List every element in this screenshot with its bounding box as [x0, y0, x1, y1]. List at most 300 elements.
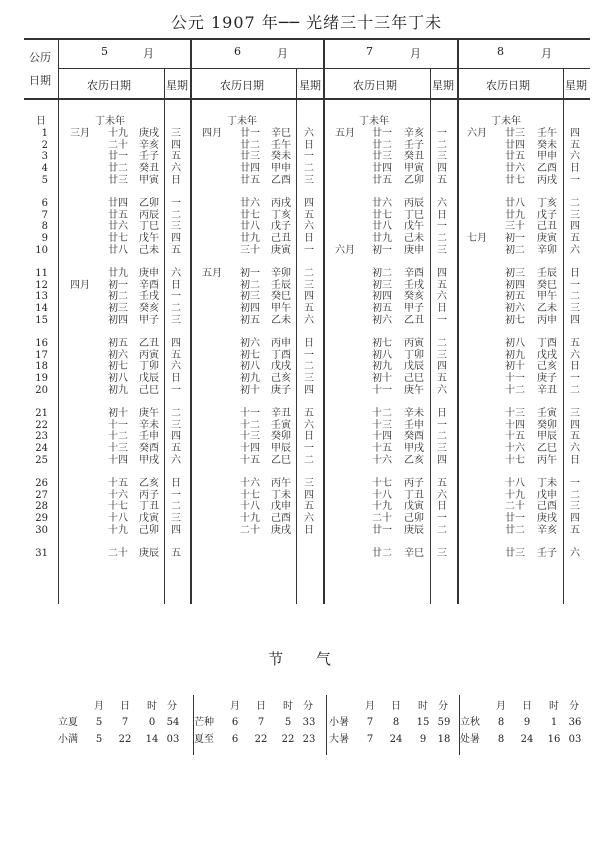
jieqi-col-header: 时: [283, 701, 293, 712]
weekday: 五: [570, 233, 580, 245]
weekday: 六: [171, 268, 181, 279]
month-5-unit: 月: [143, 47, 154, 60]
ganzhi: 甲午: [271, 303, 291, 315]
lunar-day: 二十: [108, 548, 128, 559]
ganzhi: 丁巳: [404, 209, 424, 221]
day-number: 3: [41, 151, 48, 163]
ganzhi: 己未: [139, 244, 159, 256]
lunar-day: 初九: [240, 373, 260, 385]
lunar-day: 廿二: [372, 548, 392, 559]
weekday: 三: [171, 513, 181, 525]
lunar-day: 廿七: [108, 233, 128, 245]
day-number: 10: [35, 244, 48, 256]
jieqi-month: 8: [497, 734, 505, 745]
ganzhi: 辛酉: [404, 268, 424, 279]
weekday: 三: [437, 349, 447, 361]
day-number: 25: [35, 454, 48, 466]
weekday: 一: [171, 198, 181, 209]
jieqi-day: 22: [254, 734, 268, 745]
lunar-day: 初十: [240, 384, 260, 396]
lunar-day: 十四: [108, 454, 128, 466]
lunar-day: 初七: [372, 338, 392, 349]
jieqi-minute: 03: [568, 734, 582, 745]
weekday: 四: [570, 314, 580, 326]
ganzhi: 壬辰: [271, 279, 291, 291]
nongli-header-august: 农历日期: [486, 79, 530, 92]
ganzhi: 甲寅: [404, 163, 424, 175]
weekday: 一: [570, 279, 580, 291]
lunar-day: 二十: [108, 139, 128, 151]
ganzhi: 丙午: [271, 478, 291, 489]
ganzhi: 癸未: [537, 139, 557, 151]
weekday: 二: [304, 163, 314, 175]
weekday: 五: [304, 408, 314, 419]
lunar-day: 初五: [240, 314, 260, 326]
lunar-day: 十四: [240, 443, 260, 455]
weekday: 日: [304, 431, 314, 443]
weekday: 三: [570, 501, 580, 513]
jieqi-month: 5: [95, 717, 103, 728]
weekday: 四: [171, 139, 181, 151]
weekday: 日: [437, 408, 447, 419]
lunar-day: 初二: [505, 244, 525, 256]
lunar-day: 十一: [108, 419, 128, 431]
day-number: 8: [41, 221, 48, 233]
jieqi-hour: 0: [148, 717, 156, 728]
day-number: 1: [41, 128, 48, 139]
weekday: 二: [570, 291, 580, 303]
weekday: 一: [437, 221, 447, 233]
lunar-day: 十六: [108, 489, 128, 501]
jieqi-day: 9: [523, 717, 531, 728]
jieqi-col-header: 分: [167, 701, 177, 712]
weekday: 四: [570, 513, 580, 525]
lunar-day: 十六: [372, 454, 392, 466]
weekday: 日: [304, 524, 314, 536]
lunar-day: 初六: [372, 314, 392, 326]
jieqi-day: 22: [118, 734, 132, 745]
lunar-day: 初十: [372, 373, 392, 385]
lunar-day: 十三: [505, 408, 525, 419]
weekday: 二: [304, 268, 314, 279]
weekday: 一: [437, 513, 447, 525]
weekday: 日: [304, 338, 314, 349]
weekday: 四: [304, 489, 314, 501]
ganzhi: 戊子: [271, 221, 291, 233]
ganzhi: 甲子: [139, 314, 159, 326]
weekday: 日: [437, 501, 447, 513]
page-title: 公元 1907 年── 光绪三十三年丁未: [170, 13, 443, 32]
ganzhi: 己卯: [139, 524, 159, 536]
ganzhi: 丁卯: [139, 361, 159, 373]
ganzhi: 甲戌: [404, 443, 424, 455]
ganzhi: 乙卯: [139, 198, 159, 209]
vline-sep-july: [323, 38, 325, 604]
lunar-day: 初四: [372, 291, 392, 303]
weekday: 五: [171, 443, 181, 455]
ganzhi: 己亥: [537, 361, 557, 373]
lunar-month-marker: 六月: [467, 128, 487, 139]
lunar-day: 初八: [108, 373, 128, 385]
lunar-day: 廿六: [108, 221, 128, 233]
lunar-month-marker: 七月: [467, 233, 487, 245]
ganzhi: 癸亥: [404, 291, 424, 303]
lunar-day: 初八: [240, 361, 260, 373]
ganzhi: 辛亥: [404, 128, 424, 139]
lunar-day: 初九: [372, 361, 392, 373]
weekday: 六: [171, 163, 181, 175]
ganzhi: 辛卯: [537, 244, 557, 256]
ganzhi: 丙寅: [404, 338, 424, 349]
ganzhi: 壬辰: [537, 268, 557, 279]
ganzhi: 丁未: [537, 478, 557, 489]
ganzhi: 甲申: [537, 151, 557, 163]
jieqi-col-header: 日: [120, 701, 130, 712]
lunar-day: 初一: [372, 244, 392, 256]
lunar-day: 初三: [372, 279, 392, 291]
lunar-year-label: 丁未年: [227, 116, 257, 127]
vline-sep-june: [190, 38, 192, 604]
vline-week-august: [563, 68, 564, 604]
weekday: 三: [171, 128, 181, 139]
lunar-day: 十二: [505, 384, 525, 396]
lunar-day: 初一: [505, 233, 525, 245]
ganzhi: 庚辰: [404, 524, 424, 536]
ganzhi: 戊戌: [271, 361, 291, 373]
day-number: 13: [35, 291, 48, 303]
weekday: 日: [304, 233, 314, 245]
jieqi-col-header: 时: [549, 701, 559, 712]
weekday: 一: [437, 314, 447, 326]
ganzhi: 戊午: [139, 233, 159, 245]
weekday: 五: [437, 478, 447, 489]
day-number: 16: [35, 338, 48, 349]
weekday: 四: [570, 128, 580, 139]
ganzhi: 癸卯: [271, 431, 291, 443]
jieqi-hour: 14: [145, 734, 159, 745]
ganzhi: 己丑: [271, 233, 291, 245]
lunar-day: 二十: [240, 524, 260, 536]
weekday: 三: [570, 303, 580, 315]
lunar-day: 十七: [372, 478, 392, 489]
weekday: 五: [304, 303, 314, 315]
ganzhi: 丙子: [139, 489, 159, 501]
weekday: 二: [304, 454, 314, 466]
ganzhi: 壬子: [404, 139, 424, 151]
ganzhi: 癸酉: [404, 431, 424, 443]
jieqi-minute: 36: [568, 717, 582, 728]
day-number: 6: [41, 198, 48, 209]
day-number: 14: [35, 303, 48, 315]
ganzhi: 丙申: [537, 314, 557, 326]
jieqi-minute: 33: [302, 717, 316, 728]
nongli-header-july: 农历日期: [353, 79, 397, 92]
lunar-day: 初一: [108, 279, 128, 291]
weekday: 五: [437, 373, 447, 385]
jieqi-month: 8: [497, 717, 505, 728]
lunar-day: 廿一: [372, 128, 392, 139]
weekday: 二: [171, 303, 181, 315]
ganzhi: 己巳: [139, 384, 159, 396]
jieqi-hour: 22: [281, 734, 295, 745]
jieqi-minute: 18: [437, 734, 451, 745]
jieqi-col-header: 月: [94, 701, 104, 712]
ganzhi: 丙辰: [139, 209, 159, 221]
weekday: 一: [304, 244, 314, 256]
jieqi-col-header: 日: [256, 701, 266, 712]
day-number: 7: [41, 209, 48, 221]
ganzhi: 癸巳: [271, 291, 291, 303]
lunar-day: 廿三: [240, 151, 260, 163]
ganzhi: 壬戌: [404, 279, 424, 291]
lunar-day: 廿五: [240, 174, 260, 186]
weekday: 六: [437, 198, 447, 209]
weekday: 四: [437, 361, 447, 373]
month-7-unit: 月: [410, 47, 421, 60]
lunar-day: 初七: [505, 314, 525, 326]
lunar-year-label: 丁未年: [359, 116, 389, 127]
lunar-day: 廿一: [505, 513, 525, 525]
lunar-day: 十四: [505, 419, 525, 431]
lunar-day: 初三: [108, 303, 128, 315]
ganzhi: 甲寅: [139, 174, 159, 186]
weekday: 三: [437, 244, 447, 256]
lunar-day: 十九: [240, 513, 260, 525]
weekday: 日: [570, 361, 580, 373]
jieqi-name: 小暑: [329, 717, 349, 728]
weekday: 一: [171, 291, 181, 303]
weekday: 日: [437, 209, 447, 221]
jieqi-day: 24: [389, 734, 403, 745]
ganzhi: 庚戌: [271, 524, 291, 536]
lunar-day: 十三: [372, 419, 392, 431]
ganzhi: 丁卯: [404, 349, 424, 361]
lunar-day: 十七: [108, 501, 128, 513]
weekday: 二: [437, 524, 447, 536]
vline-week-july: [430, 68, 431, 604]
lunar-day: 初七: [240, 349, 260, 361]
lunar-day: 初三: [240, 291, 260, 303]
lunar-day: 十八: [372, 489, 392, 501]
ganzhi: 乙酉: [537, 163, 557, 175]
ganzhi: 壬子: [139, 151, 159, 163]
day-number: 24: [35, 443, 48, 455]
lunar-day: 十四: [372, 431, 392, 443]
lunar-day: 初十: [108, 408, 128, 419]
weekday: 六: [570, 151, 580, 163]
ganzhi: 己卯: [404, 513, 424, 525]
ganzhi: 癸酉: [139, 443, 159, 455]
jieqi-name: 大暑: [329, 734, 349, 745]
lunar-day: 廿九: [372, 233, 392, 245]
lunar-day: 初五: [108, 338, 128, 349]
day-number: 20: [35, 384, 48, 396]
jieqi-day: 8: [392, 717, 400, 728]
lunar-month-marker: 三月: [70, 128, 90, 139]
ganzhi: 辛未: [139, 419, 159, 431]
weekday: 日: [304, 139, 314, 151]
lunar-day: 廿二: [108, 163, 128, 175]
weekday: 日: [171, 174, 181, 186]
day-number: 17: [35, 349, 48, 361]
jieqi-title: 节 气: [268, 650, 345, 668]
weekday: 五: [570, 524, 580, 536]
lunar-day: 廿二: [505, 524, 525, 536]
weekday: 六: [171, 361, 181, 373]
lunar-day: 十五: [108, 478, 128, 489]
day-number: 29: [35, 513, 48, 525]
ganzhi: 辛未: [404, 408, 424, 419]
ganzhi: 己巳: [404, 373, 424, 385]
month-7-number: 7: [366, 45, 373, 58]
lunar-day: 十六: [240, 478, 260, 489]
jieqi-col-header: 分: [569, 701, 579, 712]
ganzhi: 庚午: [404, 384, 424, 396]
lunar-day: 初八: [505, 338, 525, 349]
lunar-month-marker: 五月: [335, 128, 355, 139]
ganzhi: 己酉: [271, 513, 291, 525]
day-number: 2: [41, 139, 48, 151]
lunar-day: 廿一: [108, 151, 128, 163]
lunar-day: 十二: [372, 408, 392, 419]
day-number: 22: [35, 419, 48, 431]
ganzhi: 癸丑: [404, 151, 424, 163]
ganzhi: 庚午: [139, 408, 159, 419]
weekday: 四: [437, 268, 447, 279]
ganzhi: 丁亥: [271, 209, 291, 221]
ganzhi: 戊申: [271, 501, 291, 513]
lunar-day: 廿八: [240, 221, 260, 233]
ganzhi: 乙酉: [271, 174, 291, 186]
weekday: 一: [437, 128, 447, 139]
jieqi-month: 6: [231, 734, 239, 745]
jieqi-hour: 15: [416, 717, 430, 728]
ganzhi: 戊寅: [404, 501, 424, 513]
ganzhi: 丙戌: [271, 198, 291, 209]
jieqi-hour: 16: [547, 734, 561, 745]
lunar-day: 初五: [505, 291, 525, 303]
weekday: 二: [570, 198, 580, 209]
jieqi-name: 立秋: [460, 717, 480, 728]
lunar-day: 二十: [372, 513, 392, 525]
weekday: 二: [171, 209, 181, 221]
lunar-day: 初六: [505, 303, 525, 315]
weekday: 四: [570, 419, 580, 431]
lunar-day: 廿二: [372, 139, 392, 151]
weekday: 四: [304, 384, 314, 396]
ganzhi: 己酉: [537, 501, 557, 513]
lunar-day: 十三: [240, 431, 260, 443]
ganzhi: 庚子: [537, 373, 557, 385]
ganzhi: 庚寅: [271, 244, 291, 256]
ganzhi: 丁丑: [404, 489, 424, 501]
ganzhi: 戊子: [537, 209, 557, 221]
lunar-day: 十五: [505, 431, 525, 443]
lunar-day: 廿九: [505, 209, 525, 221]
lunar-day: 十九: [108, 524, 128, 536]
weekday: 六: [304, 314, 314, 326]
nongli-header-may: 农历日期: [87, 79, 131, 92]
weekday: 五: [570, 139, 580, 151]
ganzhi: 丙午: [537, 454, 557, 466]
weekday: 一: [171, 489, 181, 501]
jieqi-hour: 9: [419, 734, 427, 745]
lunar-day: 廿八: [372, 221, 392, 233]
weekday: 六: [437, 384, 447, 396]
weekday: 二: [570, 384, 580, 396]
jieqi-vline-2: [326, 695, 327, 755]
ganzhi: 戊戌: [537, 349, 557, 361]
jieqi-minute: 03: [166, 734, 180, 745]
jieqi-hour: 5: [284, 717, 292, 728]
lunar-day: 初二: [240, 279, 260, 291]
lunar-month-marker: 四月: [70, 279, 90, 291]
weekday: 三: [437, 151, 447, 163]
ganzhi: 丙寅: [139, 349, 159, 361]
day-number: 18: [35, 361, 48, 373]
lunar-day: 廿九: [240, 233, 260, 245]
jieqi-col-header: 日: [391, 701, 401, 712]
ganzhi: 丁丑: [139, 501, 159, 513]
ganzhi: 庚申: [404, 244, 424, 256]
lunar-day: 十三: [108, 443, 128, 455]
weekday: 二: [304, 361, 314, 373]
lunar-day: 初九: [108, 384, 128, 396]
ganzhi: 壬申: [139, 431, 159, 443]
ganzhi: 乙巳: [537, 443, 557, 455]
lunar-day: 初七: [108, 361, 128, 373]
jieqi-hour: 1: [550, 717, 558, 728]
ganzhi: 辛丑: [271, 408, 291, 419]
table-top-border: [24, 38, 590, 40]
jieqi-month: 7: [366, 717, 374, 728]
ganzhi: 乙亥: [139, 478, 159, 489]
lunar-year-label: 丁未年: [491, 116, 521, 127]
week-header-august: 星期: [565, 79, 587, 92]
week-header-july: 星期: [432, 79, 454, 92]
weekday: 日: [570, 163, 580, 175]
ganzhi: 甲子: [404, 303, 424, 315]
lunar-day: 十一: [240, 408, 260, 419]
ganzhi: 丙子: [404, 478, 424, 489]
lunar-day: 廿四: [372, 163, 392, 175]
lunar-day: 十九: [372, 501, 392, 513]
weekday: 四: [171, 233, 181, 245]
ganzhi: 己未: [404, 233, 424, 245]
weekday: 六: [171, 454, 181, 466]
week-header-june: 星期: [299, 79, 321, 92]
ganzhi: 辛卯: [271, 268, 291, 279]
weekday: 五: [570, 431, 580, 443]
lunar-day: 初二: [108, 291, 128, 303]
weekday: 六: [570, 548, 580, 559]
weekday: 日: [570, 268, 580, 279]
lunar-day: 廿六: [240, 198, 260, 209]
weekday: 三: [304, 478, 314, 489]
ganzhi: 丙申: [271, 338, 291, 349]
lunar-day: 廿四: [108, 198, 128, 209]
weekday: 五: [570, 338, 580, 349]
jieqi-day: 7: [257, 717, 265, 728]
gongli-header-bottom: 日期: [29, 74, 51, 87]
weekday: 日: [171, 279, 181, 291]
weekday: 三: [437, 443, 447, 455]
month-8-unit: 月: [541, 47, 552, 60]
weekday: 五: [304, 209, 314, 221]
ganzhi: 乙未: [537, 303, 557, 315]
jieqi-name: 夏至: [194, 734, 214, 745]
day-number: 5: [41, 174, 48, 186]
